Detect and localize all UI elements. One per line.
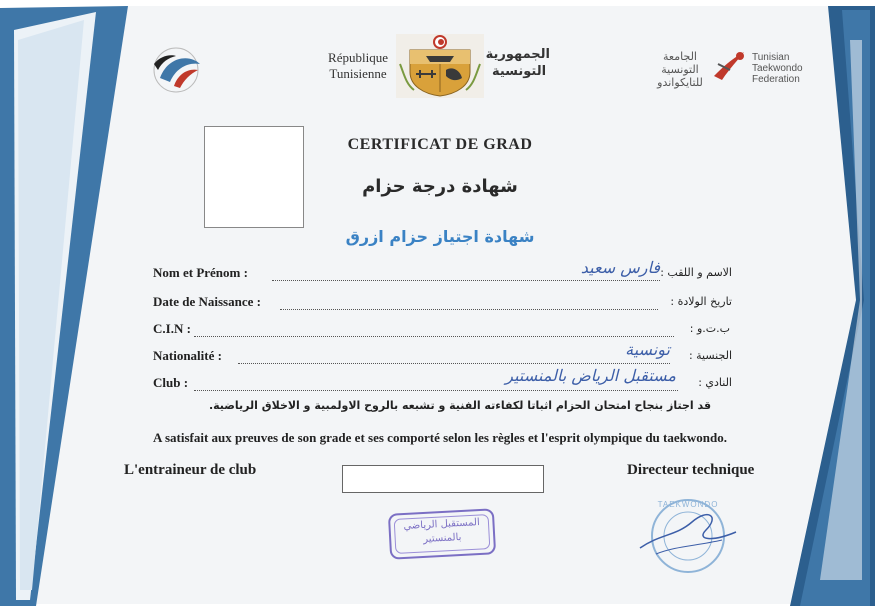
certificate-title-ar: شهادة درجة حزام — [362, 176, 518, 197]
federation-ar-line1: الجامعة — [663, 50, 697, 63]
federation-name-en — [752, 52, 812, 85]
federation-ar-line2: التونسية — [661, 63, 699, 76]
club-stamp-text: المستقبل الرياضي بالمنستير — [403, 517, 481, 545]
republic-fr-line1: République — [328, 50, 388, 65]
director-signature — [640, 515, 736, 548]
field-value-name: فارس سعيد — [580, 258, 660, 277]
field-dotline-cin — [194, 336, 674, 337]
field-value-nationality: تونسية — [625, 340, 670, 359]
republic-ar-line1: الجمهورية — [485, 47, 550, 62]
field-dotline-club — [194, 390, 678, 391]
statement-fr: A satisfait aux preuves de son grade et ses comporté selon les règles et l'esprit olympique du taekwondo. — [153, 430, 727, 445]
certificate-title-fr: CERTIFICAT DE GRAD — [347, 136, 533, 153]
field-label-ar-nationality: الجنسية : — [688, 349, 732, 362]
field-label-fr-birthdate: Date de Naissance : — [153, 294, 261, 309]
field-label-ar-birthdate: تاريخ الولادة : — [670, 295, 732, 308]
coach-signature-label: L'entraineur de club — [124, 462, 257, 478]
certificate-subtitle-ar: شهادة اجتياز حزام ازرق — [345, 227, 535, 246]
federation-kicker-icon — [710, 46, 752, 86]
field-label-fr-club: Club : — [153, 375, 189, 390]
name-box — [342, 465, 544, 493]
statement-ar: قد اجتاز بنجاح امتحان الحزام اثباتا لكفاءته الفنية و تشبعه بالروح الاولمبية و الاخلاق الرياضية. — [208, 399, 712, 412]
federation-en-line3: Federation — [752, 74, 800, 85]
republic-fr-line2: Tunisienne — [329, 66, 387, 81]
field-label-ar-name: الاسم و اللقب : — [660, 266, 732, 279]
field-dotline-nationality — [238, 363, 670, 364]
federation-name-ar — [650, 50, 710, 89]
field-value-club: مستقبل الرياض بالمنستير — [505, 366, 676, 385]
federation-en-line1: Tunisian — [752, 52, 790, 63]
field-label-fr-nationality: Nationalité : — [153, 348, 222, 363]
director-signature-label: Directeur technique — [627, 462, 755, 478]
field-label-ar-club: النادي : — [698, 376, 732, 389]
field-dotline-birthdate — [280, 309, 658, 310]
republic-name-fr — [318, 50, 398, 82]
field-label-ar-cin: ب.ت.و : — [689, 322, 730, 335]
federation-ar-line3: للتايكواندو — [657, 76, 703, 89]
photo-box — [204, 126, 304, 228]
republic-ar-line2: التونسية — [491, 64, 547, 79]
field-label-fr-cin: C.I.N : — [153, 321, 191, 336]
tunisia-coat-of-arms-icon — [396, 34, 484, 98]
field-label-fr-name: Nom et Prénom : — [153, 265, 248, 280]
federation-stamp-text: TAEKWONDO — [657, 500, 719, 509]
world-taekwondo-logo — [140, 42, 212, 98]
field-dotline-name — [272, 280, 660, 281]
federation-en-line2: Taekwondo — [752, 63, 803, 74]
republic-name-ar — [485, 46, 550, 80]
